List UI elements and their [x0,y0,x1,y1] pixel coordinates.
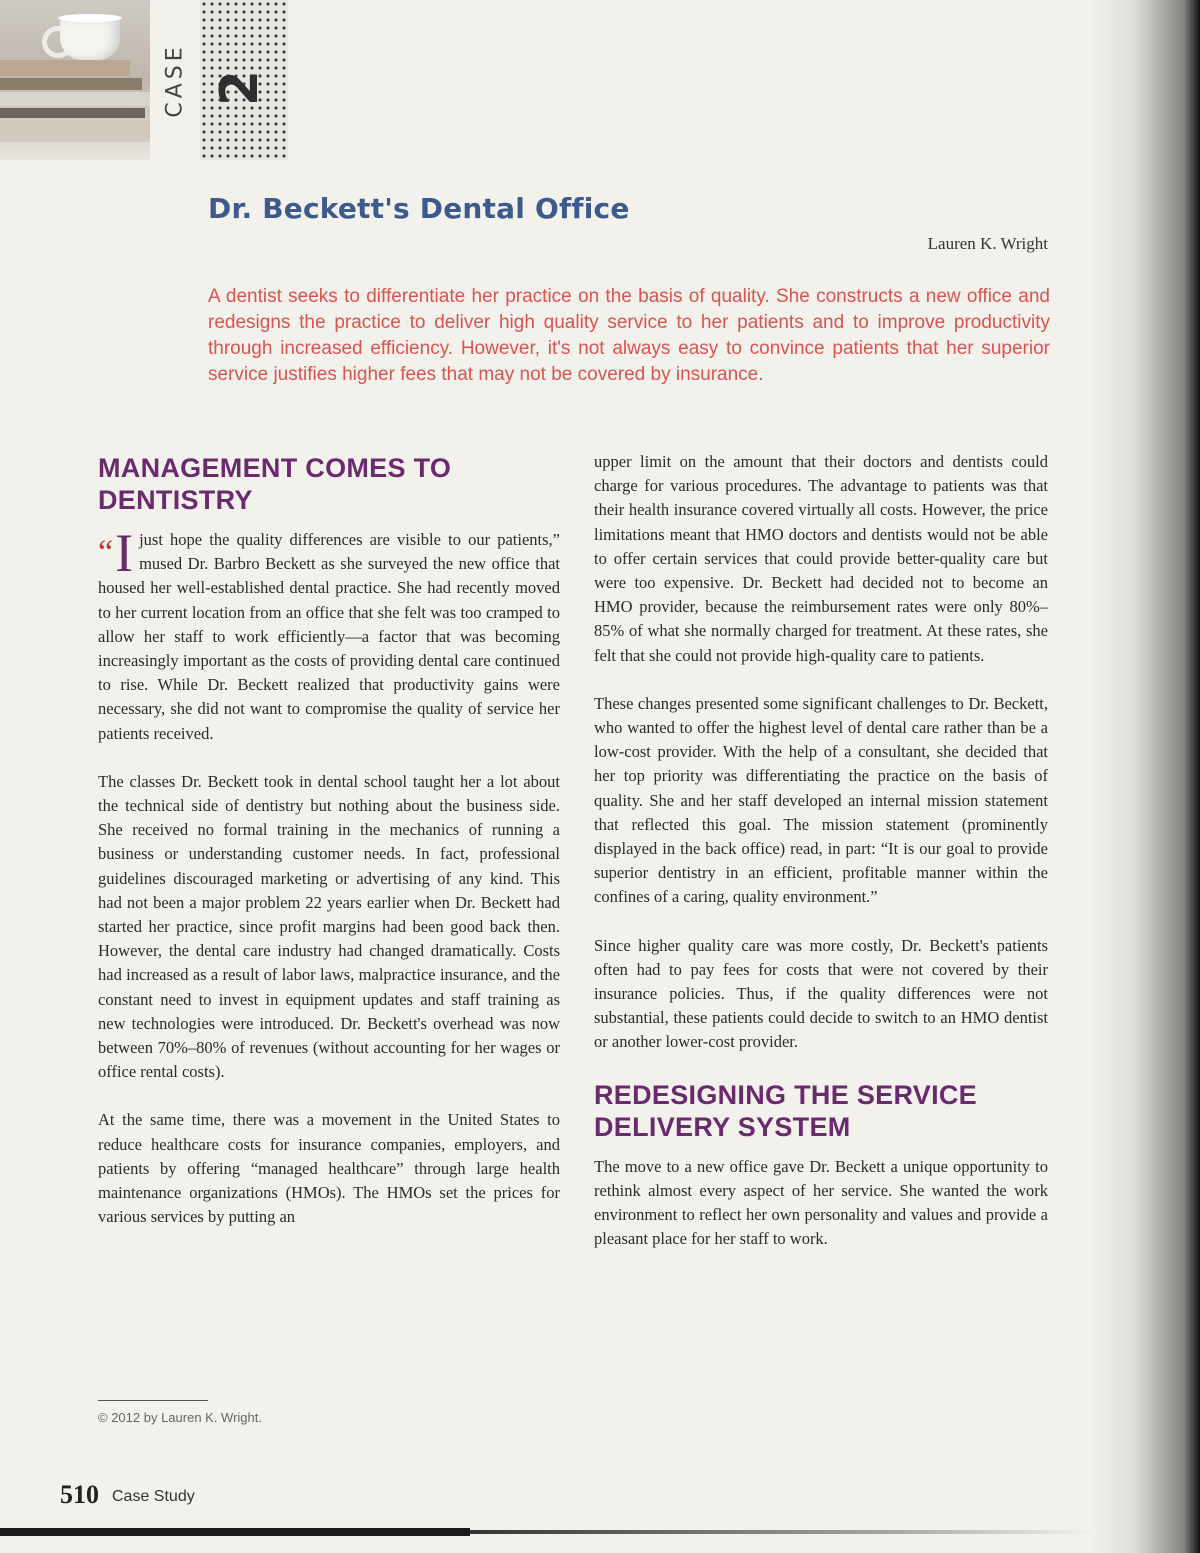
book-stack-item [0,92,150,106]
paragraph-new-office: The move to a new office gave Dr. Beckett a unique opportunity to rethink almost every aspect of her service. She wanted the work environment to reflect her own personality and values and provide a pleasant place for her staff to work. [594,1156,1048,1249]
drop-cap-letter: I [115,523,134,583]
header-photo-books-cup [0,0,150,160]
page-number: 510 [60,1480,99,1509]
section-heading-redesign: REDESIGNING THE SERVICE DELIVERY SYSTEM [594,1079,977,1142]
footnote-rule [98,1400,208,1401]
paragraph-managed-care: At the same time, there was a movement in the United States to reduce healthcare costs for insurance companies, employers, and patients by offering “managed healthcare” through large health maintenance organizations (HMOs). The HMOs set the prices for various services by putting an [98,1110,560,1227]
paragraph-intro [98,523,560,746]
right-column [594,450,1048,1275]
footnote-copyright: © 2012 by Lauren K. Wright. [98,1410,262,1425]
drop-cap [98,523,134,583]
book-stack-item [0,120,150,142]
case-label-box [150,0,200,160]
paragraph-intro-text: just hope the quality differences are visible to our patients,” mused Dr. Barbro Beckett as she surveyed the new office that housed her well-established dental practice. She had recently moved to her current location from an office that she felt was too cramped to allow her staff to work efficiently—a factor that was becoming increasingly important as the costs of providing dental care continued to rise. While Dr. Beckett realized that productivity gains were necessary, she did not want to compromise the quality of service her patients received. [98,530,560,743]
bottom-rule [0,1528,470,1536]
paragraph-hmo-limits: upper limit on the amount that their doctors and dentists could charge for various procedures. The advantage to patients was that their health insurance covered virtually all costs. However, the price limitations meant that HMO doctors and dentists would not be able to offer certain services that could provide better-quality care but were too expensive. Dr. Beckett had decided not to become an HMO provider, because the reimbursement rates were only 80%–85% of what she normally charged for treatment. At these rates, she felt that she could not provide high-quality care to patients. [594,452,1048,665]
page-edge-shadow [1090,0,1200,1553]
bottom-rule-fade [470,1530,1090,1534]
paragraph-dental-school: The classes Dr. Beckett took in dental school taught her a lot about the technical side of dentistry but nothing about the business side. She received no formal training in the mechanics of running a business or understanding customer needs. In fact, professional guidelines discouraged marketing or advertising of any kind. This had not been a major problem 22 years earlier when Dr. Beckett had started her practice, since profit margins had been good back then. However, the dental care industry had changed dramatically. Costs had increased as a result of labor laws, malpractice insurance, and the constant need to invest in equipment updates and staff training as new technologies were introduced. Dr. Beckett's overhead was now between 70%–80% of revenues (without accounting for her wages or office rental costs). [98,771,560,1082]
book-stack-item [0,108,145,118]
paragraph-costs: Since higher quality care was more costly, Dr. Beckett's patients often had to pay fees for costs that were not covered by their insurance policies. Thus, if the quality differences were not substantial, these patients could decide to switch to an HMO dentist or another lower-cost provider. [594,935,1048,1052]
case-label: CASE [162,42,188,118]
cup-rim [58,14,122,22]
book-stack-item [0,78,142,90]
page-section-label: Case Study [112,1488,195,1505]
article-abstract: A dentist seeks to differentiate her practice on the basis of quality. She constructs a new office and redesigns the practice to deliver high quality service to her patients and to improve productivity through increased efficiency. However, it's not always easy to convince patients that her superior service justifies higher fees that may not be covered by insurance. [208,286,1050,385]
paragraph-challenges: These changes presented some significant challenges to Dr. Beckett, who wanted to offer the highest level of dental care rather than be a low-cost provider. With the help of a consultant, she decided that her top priority was differentiating the practice on the basis of quality. She and her staff developed an internal mission statement that reflected this goal. The mission statement (prominently displayed in the back office) read, in part: “It is our goal to provide superior dentistry in an efficient, profitable manner within the confines of a caring, quality environment.” [594,693,1048,907]
book-stack-item [0,60,130,76]
coffee-cup [60,18,120,60]
left-column [98,452,560,1253]
section-heading-management: MANAGEMENT COMES TO DENTISTRY [98,453,452,515]
article-author: Lauren K. Wright [927,234,1048,253]
article-title: Dr. Beckett's Dental Office [208,192,630,225]
case-number: 2 [210,69,271,107]
drop-cap-quote: “ [98,534,114,571]
